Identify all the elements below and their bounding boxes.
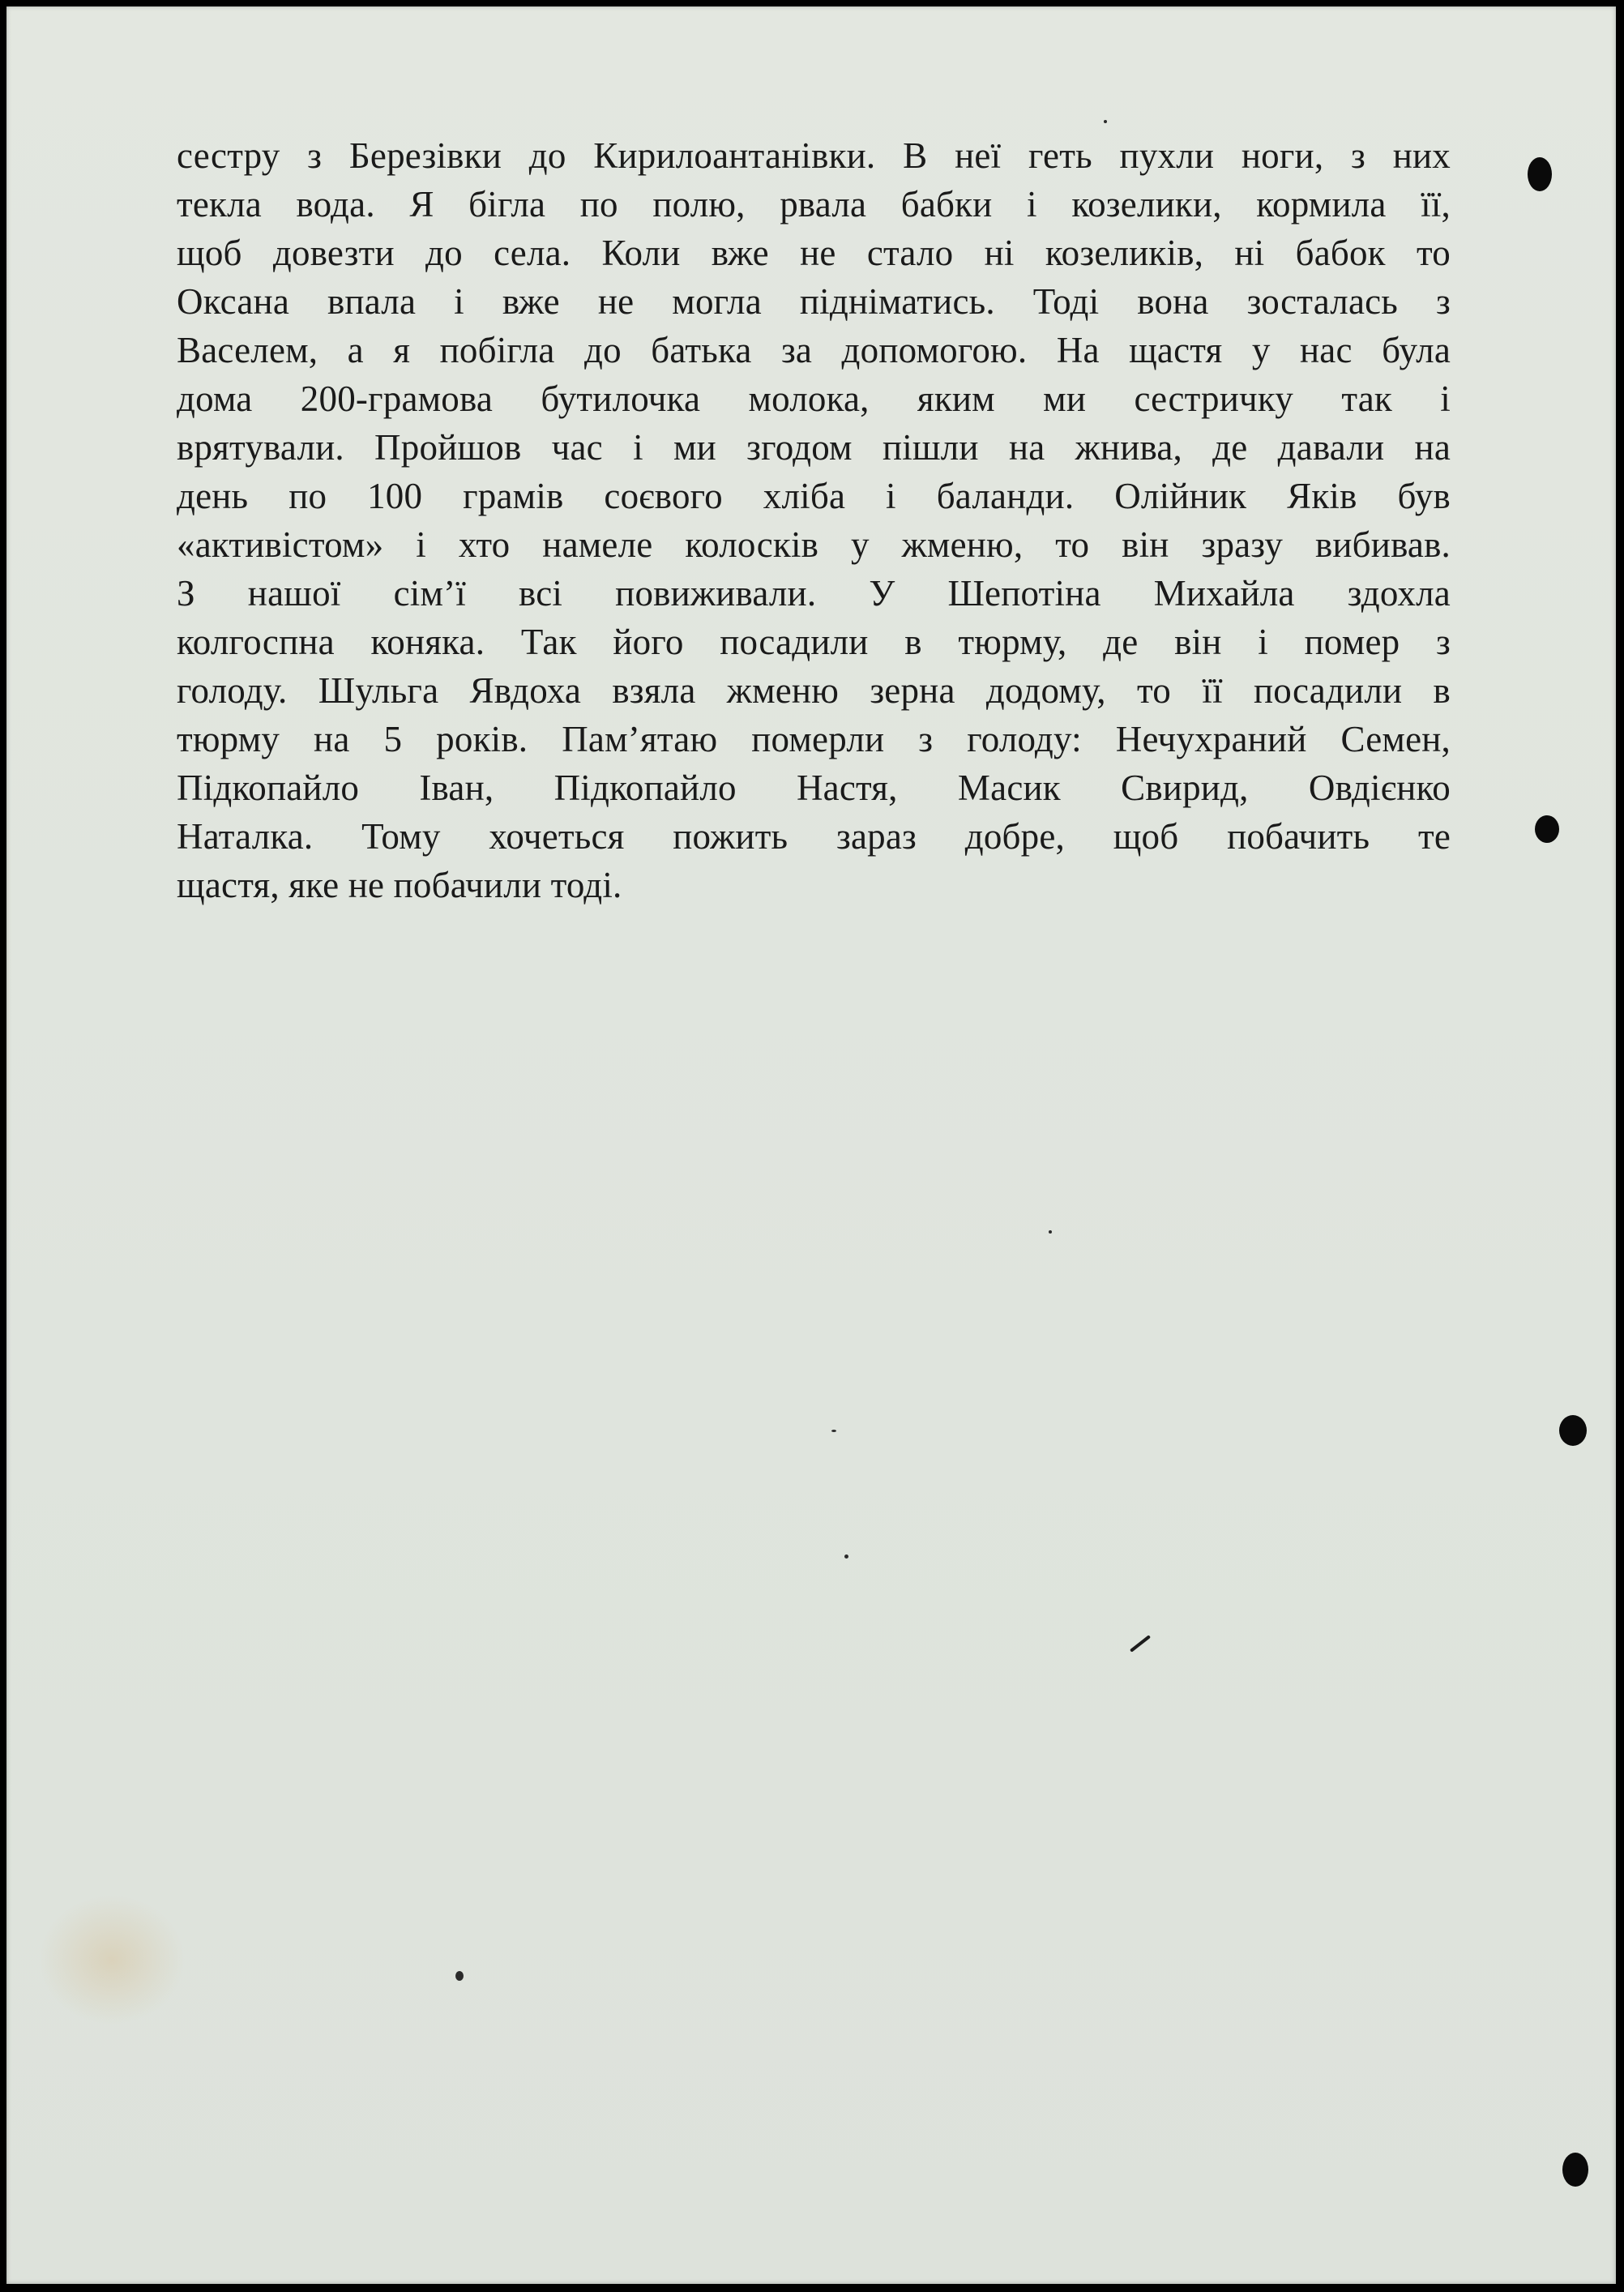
text-line: дома 200-грамова бутилочка молока, яким ми сестричку так і	[177, 378, 1451, 419]
ink-speck	[831, 1430, 836, 1432]
pen-mark	[1130, 1635, 1151, 1653]
punch-hole	[1562, 2153, 1588, 2187]
ink-speck	[844, 1554, 848, 1559]
punch-hole	[1535, 815, 1559, 843]
body-text	[177, 131, 1451, 909]
text-line: щоб довезти до села. Коли вже не стало ні козеликів, ні бабок то	[177, 233, 1451, 273]
ink-speck	[455, 1971, 464, 1981]
text-line: текла вода. Я бігла по полю, рвала бабки і козелики, кормила її,	[177, 184, 1451, 224]
punch-hole	[1559, 1415, 1587, 1446]
paper-sheet	[6, 6, 1616, 2284]
text-line: З нашої сім’ї всі повиживали. У Шепотіна Михайла здохла	[177, 573, 1451, 614]
text-line: Оксана впала і вже не могла підніматись. Тоді вона зосталась з	[177, 281, 1451, 322]
text-line: колгоспна коняка. Так його посадили в тюрму, де він і помер з	[177, 622, 1451, 662]
text-line: тюрму на 5 років. Пам’ятаю померли з голоду: Нечухраний Семен,	[177, 719, 1451, 759]
text-line: щастя, яке не побачили тоді.	[177, 865, 622, 905]
ink-speck	[1104, 120, 1107, 123]
text-line: Підкопайло Іван, Підкопайло Настя, Масик Свирид, Овдієнко	[177, 768, 1451, 808]
text-line: Наталка. Тому хочеться пожить зараз добре, щоб побачить те	[177, 816, 1451, 857]
text-line: день по 100 грамів соєвого хліба і баланди. Олійник Яків був	[177, 476, 1451, 516]
text-line: «активістом» і хто намеле колосків у жменю, то він зразу вибивав.	[177, 524, 1451, 565]
text-line: сестру з Березівки до Кирилоантанівки. В неї геть пухли ноги, з них	[177, 135, 1451, 176]
ink-speck	[1049, 1230, 1052, 1234]
text-line: Васелем, а я побігла до батька за допомогою. На щастя у нас була	[177, 330, 1451, 370]
punch-hole	[1528, 157, 1552, 191]
paper-stain	[39, 1895, 185, 2025]
text-line: врятували. Пройшов час і ми згодом пішли на жнива, де давали на	[177, 427, 1451, 468]
text-line: голоду. Шульга Явдоха взяла жменю зерна додому, то її посадили в	[177, 670, 1451, 711]
